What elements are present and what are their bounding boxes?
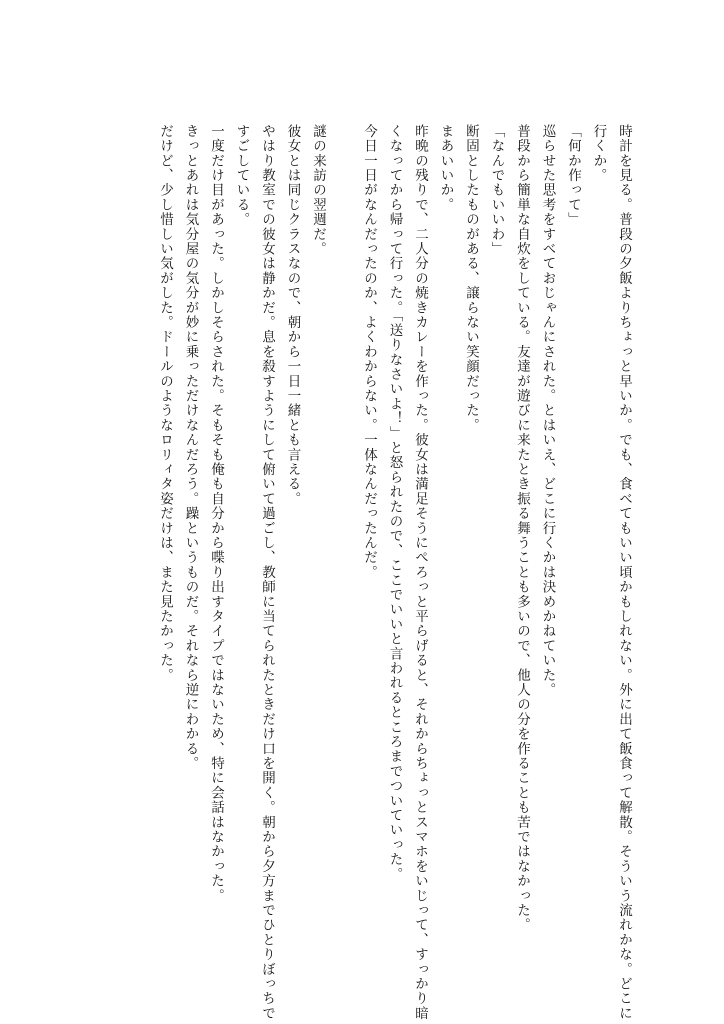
text-line-14: 彼女とは同じクラスなので、朝から一日一緒とも言える。 [284, 124, 301, 507]
text-line-4: 巡らせた思考をすべておじゃんにされた。とはいえ、どこに行くかは決めかねていた。 [539, 124, 556, 698]
text-line-11: 今日一日がなんだったのか、よくわからない。一体なんだったんだ。 [361, 124, 377, 580]
text-line-3: 「何か作って」 [565, 124, 581, 227]
text-line-19: だけど、少し惜しい気がした。ドールのようなロリィタ姿だけは、また見たかった。 [157, 124, 173, 683]
text-line-8: まあいいか。 [437, 124, 454, 213]
text-line-15: やはり教室での彼女は静かだ。息を殺すようにして俯いて過ごし、教師に当てられたときだけ口を開く。朝から夕方までひとりぼっちで [259, 124, 275, 1021]
text-line-10: くなってから帰って行った。「送りなさいよ！」と怒られたので、ここでいいと言われるところまでついていった。 [386, 124, 403, 882]
text-line-9: 昨晩の残りで、二人分の焼きカレーを作った。彼女は満足そうにぺろっと平らげると、それからちょっとスマホをいじって、すっかり暗 [412, 124, 428, 1021]
blank-line [330, 124, 356, 924]
text-line-18: きっとあれは気分屋の気分が妙に乗っただけなんだろう。躁というものだ。それなら逆にわかる。 [182, 124, 199, 771]
text-line-16: すごしている。 [233, 124, 250, 227]
vertical-text-body [152, 124, 637, 1021]
text-line-13: 謎の来訪の翌週だ。 [310, 124, 326, 257]
text-line-1: 時計を見る。普段の夕飯よりちょっと早いか。でも、食べてもいい頃かもしれない。外に出て飯食って解散。そういう流れかな。どこに [616, 124, 632, 1021]
text-line-17: 一度だけ目があった。しかしそらされた。そもそも俺も自分から喋り出すタイプではないため、特に会話はなかった。 [208, 124, 224, 904]
text-line-2: 行くか。 [590, 124, 607, 183]
text-line-6: 「なんでもいいわ」 [488, 124, 505, 257]
text-line-5: 普段から簡単な自炊をしている。友達が遊びに来たとき振る舞うことも多いので、他人の分を作ることも苦ではなかった。 [514, 124, 530, 933]
text-line-7: 断固としたものがある、譲らない笑顔だった。 [463, 124, 479, 433]
